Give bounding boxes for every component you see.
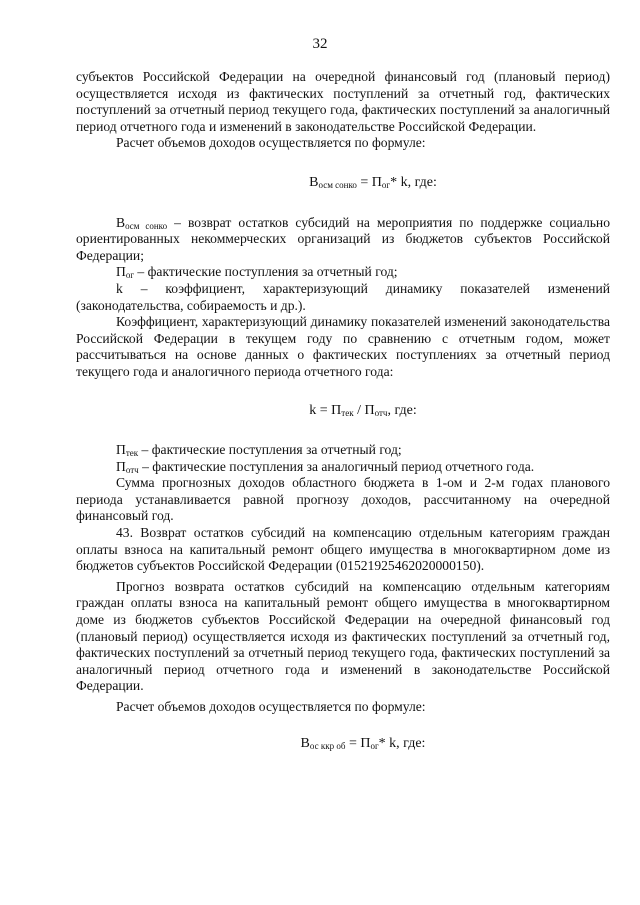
paragraph-coefficient: Коэффициент, характеризующий динамику показателей изменений законодательства Российской Федерации в текущем году по сравнению с отчетным годом, может рассчитываться на основе данных о фактических поступлениях за отчетный период текущего года и аналогичного периода отчетного года: [76,314,610,379]
formula-1-P: П [371,174,382,190]
formula-2 [76,403,610,420]
def-p-og-symbol: П [116,264,126,280]
formula-1-sub-osm-sonko: осм сонко [318,179,357,190]
document-body [76,69,610,752]
formula-2-P-otch: П [364,402,375,418]
formula-3-B: В [300,735,310,751]
formula-1-B: В [309,174,319,190]
paragraph-calc-43: Расчет объемов доходов осуществляется по формуле: [116,699,426,714]
page-number: 32 [312,36,328,52]
def-p-tek-symbol: П [116,442,126,458]
formula-1-eq: = [356,174,372,190]
def-b-symbol: В [116,214,126,230]
formula-3-tail: * k, где: [378,735,426,751]
paragraph-definition-k: k – коэффициент, характеризующий динамику показателей изменений (законодательства, собираемость и др.). [76,280,610,313]
formula-1-tail: * k, где: [390,174,437,190]
formula-1-sub-og: ог [381,179,391,190]
formula-2-sub-tek: тек [341,407,354,418]
def-b-text: – возврат остатков субсидий на мероприятия по поддержке социально ориентированных некоммерческих организаций из бюджетов субъектов Российской Федерации; [76,214,611,263]
def-p-tek-sub: тек [125,448,139,459]
paragraph-definition-b [76,215,610,265]
def-p-otch-sub: отч [125,464,139,475]
paragraph-section-43: 43. Возврат остатков субсидий на компенсацию отдельным категориям граждан оплаты взноса на капитальный ремонт общего имущества в многоквартирном доме из бюджетов субъектов Российской Федерации (01521925462020000150). [76,525,610,574]
formula-3-eq: = [345,735,361,751]
formula-2-sub-otch: отч [374,407,388,418]
def-b-sub: осм сонко [125,220,168,231]
formula-2-tail: , где: [387,402,417,418]
paragraph-2: Расчет объемов доходов осуществляется по формуле: [116,135,426,151]
paragraph-definition-p-og [76,264,610,281]
paragraph-forecast-sum: Сумма прогнозных доходов областного бюджета в 1-ом и 2-м годах планового периода устанавливается равной прогнозу доходов, рассчитанному на очередной финансовый год. [76,475,610,524]
formula-2-left: k = [309,402,332,418]
paragraph-1: субъектов Российской Федерации на очередной финансовый год (плановый период) осуществляется исходя из фактических поступлений за отчетный год, фактических поступлений за отчетный период текущего года, фактических поступлений за аналогичный период отчетного года и изменений в законодательстве Российской Федерации. [76,69,610,134]
def-p-og-text: – фактические поступления за отчетный год; [134,264,398,280]
paragraph-definition-p-otch [76,459,610,476]
formula-3-P: П [360,735,371,751]
def-p-og-sub: ог [125,270,135,281]
def-p-otch-text: – фактические поступления за аналогичный период отчетного года. [138,458,535,474]
formula-1 [76,175,610,192]
formula-2-div: / [353,402,365,418]
def-p-tek-text: – фактические поступления за отчетный год; [138,442,402,458]
formula-3 [76,736,610,753]
formula-3-sub-og: ог [370,740,379,751]
formula-2-P-tek: П [331,402,342,418]
paragraph-forecast-43: Прогноз возврата остатков субсидий на компенсацию отдельным категориям граждан оплаты взноса на капитальный ремонт общего имущества в многоквартирном доме из бюджетов субъектов Российской Федерации на очередной финансовый год (плановый период) осуществляется исходя из фактических поступлений за отчетный год, фактических поступлений за отчетный период текущего года, фактических поступлений за аналогичный период отчетного года и изменений в законодательстве Российской Федерации. [76,578,610,694]
def-p-otch-symbol: П [116,458,126,474]
paragraph-definition-p-tek [76,442,610,459]
formula-3-sub-os-kkr-ob: ос ккр об [309,740,346,751]
